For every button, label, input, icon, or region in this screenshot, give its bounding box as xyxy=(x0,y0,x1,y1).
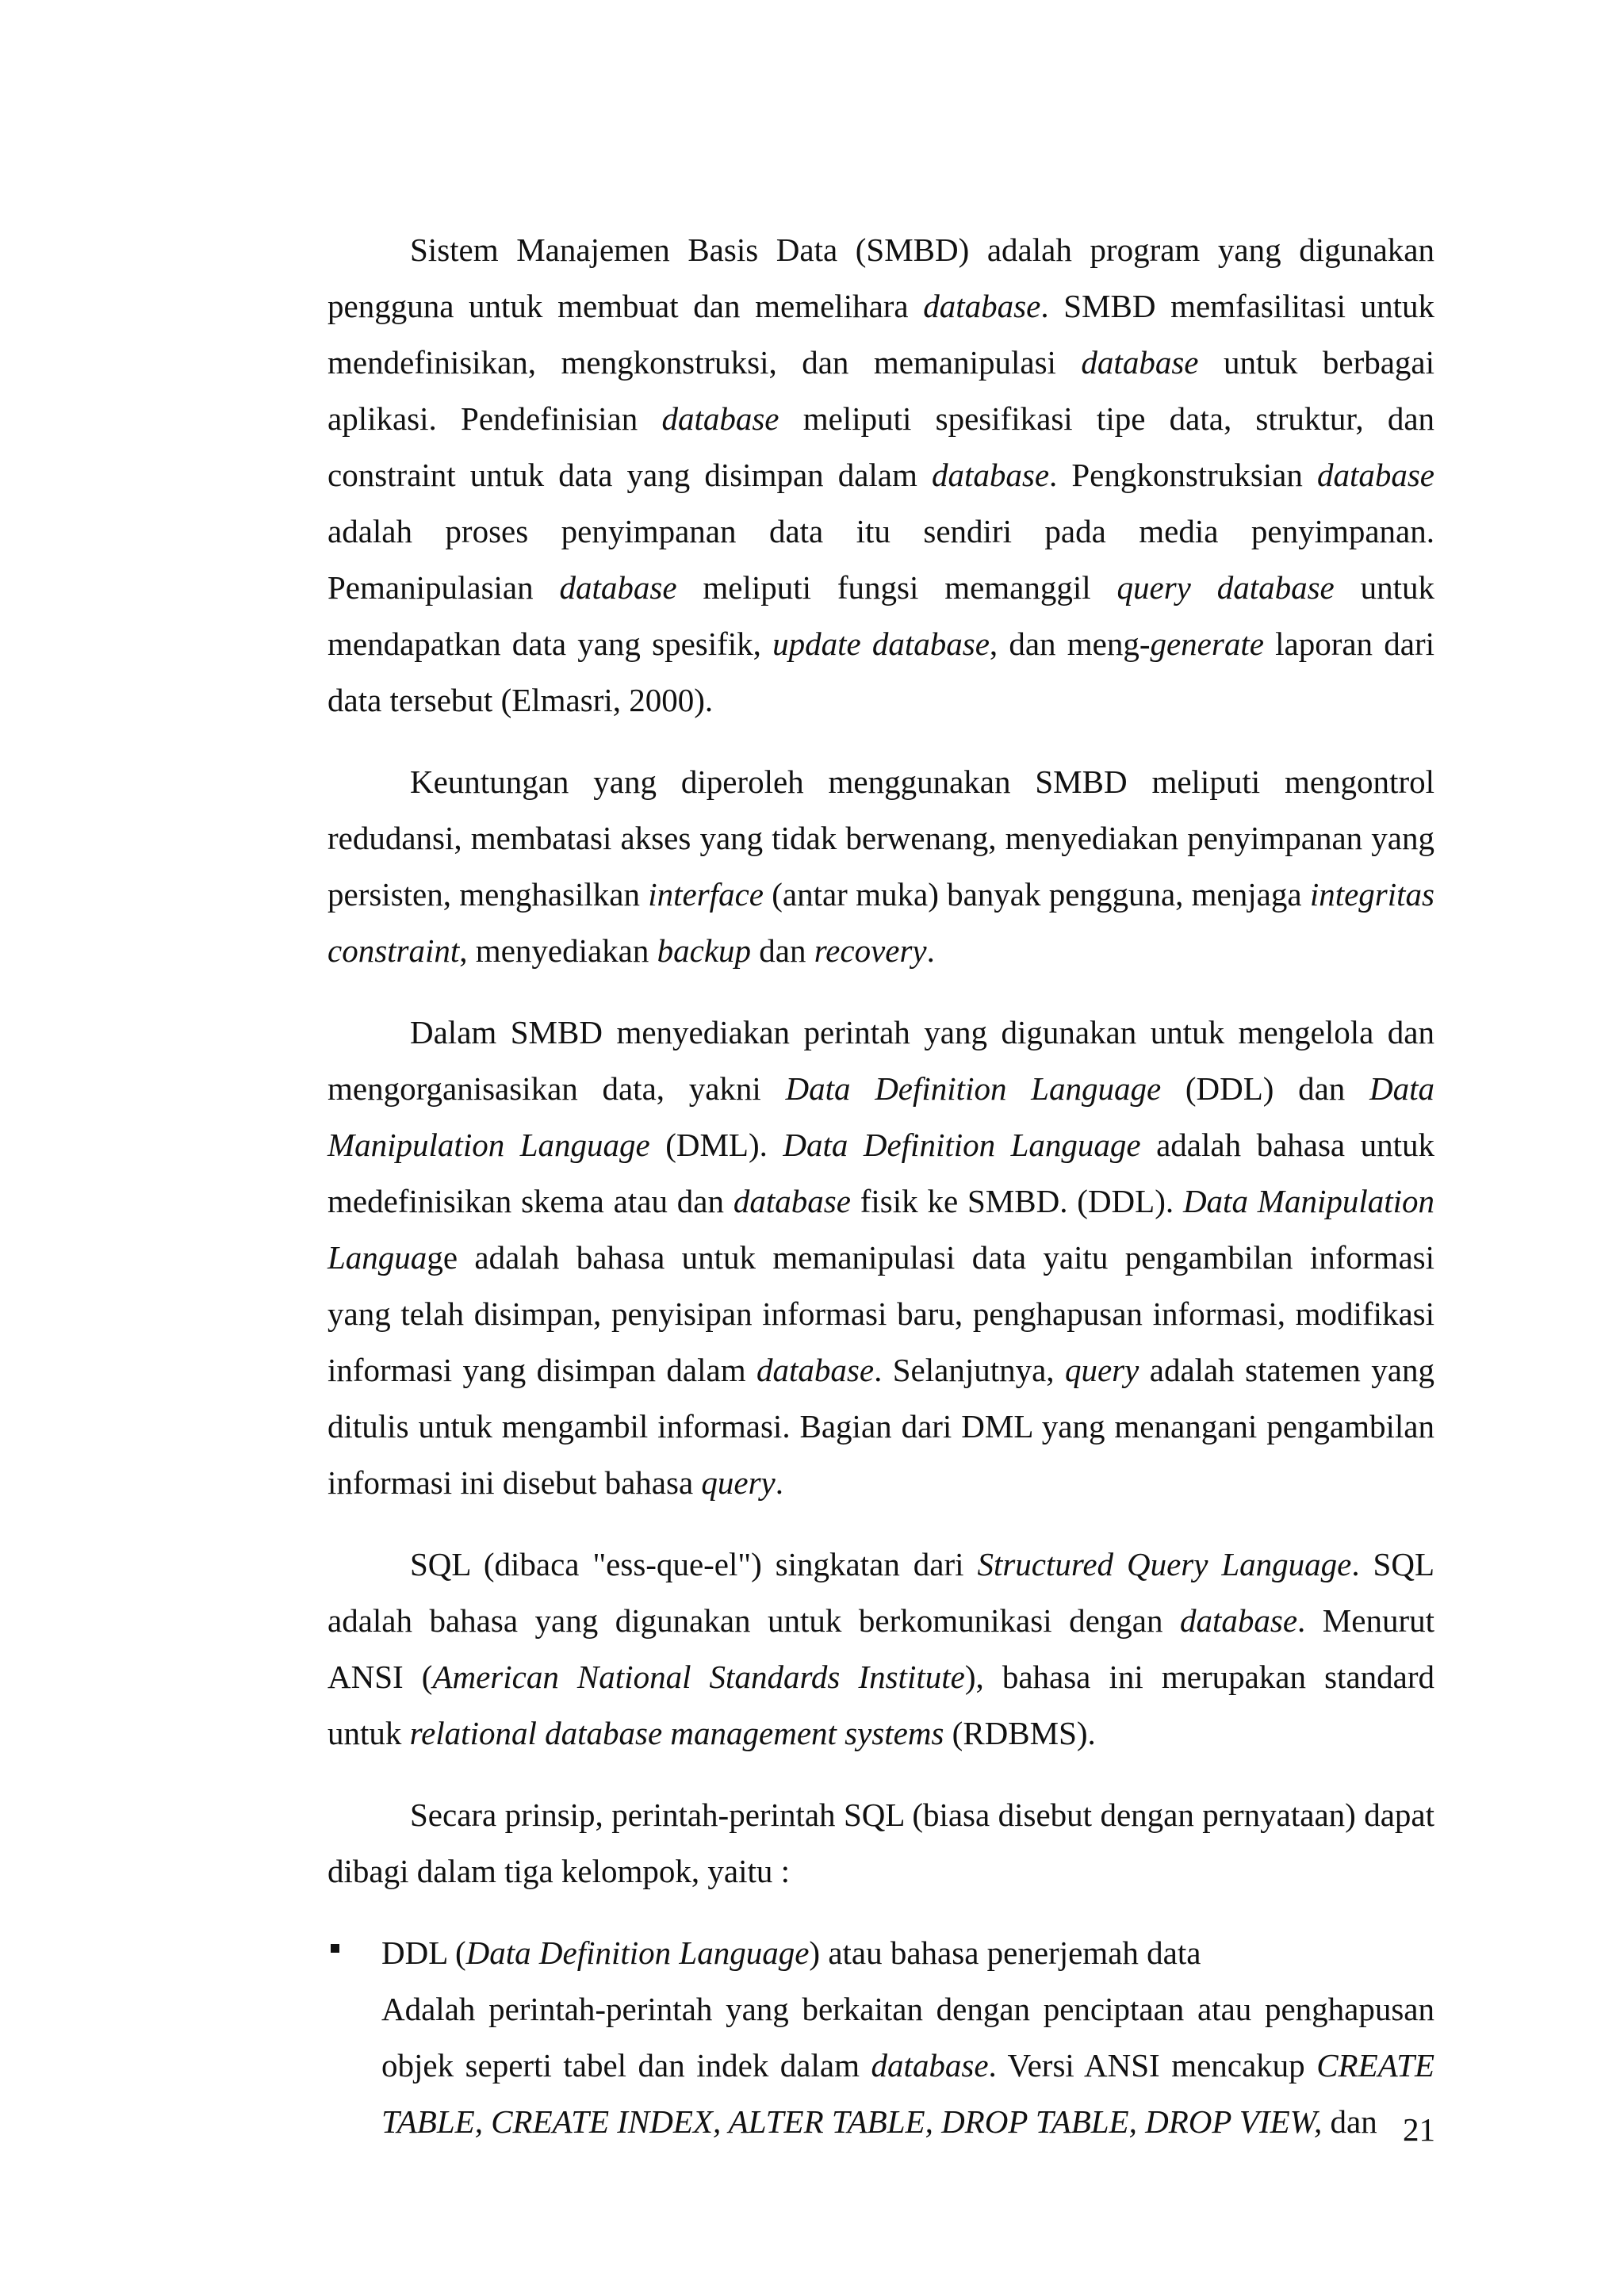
text-run: . SQL adalah bahasa yang digunakan untuk berkomunikasi dengan xyxy=(327,1546,1434,1639)
italic-text-run: query xyxy=(1064,1352,1139,1388)
text-run: . Menurut ANSI ( xyxy=(327,1602,1434,1695)
text-run: (DDL) dan xyxy=(1161,1070,1369,1107)
italic-text-run: integritas constraint xyxy=(327,876,1434,969)
italic-text-run: database xyxy=(923,288,1041,324)
italic-text-run: database xyxy=(733,1183,851,1219)
text-run: DDL ( xyxy=(381,1934,466,1971)
italic-text-run: relational database management systems xyxy=(409,1715,944,1751)
italic-text-run: Structured Query Language xyxy=(977,1546,1352,1582)
paragraph-smbd-definition xyxy=(327,222,1434,729)
italic-text-run: Data Definition Language xyxy=(783,1127,1141,1163)
italic-text-run: database xyxy=(661,400,779,437)
italic-text-run: query database xyxy=(1116,569,1335,606)
paragraph-sql-groups xyxy=(327,1787,1434,1900)
italic-text-run: database xyxy=(931,457,1050,493)
list-item-ddl-description xyxy=(381,1981,1434,2150)
italic-text-run: update database xyxy=(772,626,990,662)
italic-text-run: database xyxy=(559,569,677,606)
text-run: meliputi fungsi memanggil xyxy=(676,569,1117,606)
text-run: , menyediakan xyxy=(459,932,657,969)
italic-text-run: Data Manipulation Langua xyxy=(327,1183,1435,1276)
text-run: Keuntungan yang diperoleh menggunakan SMBD meliputi mengontrol redudansi, membatasi akses yang tidak berwenang, menyediakan penyimpanan yang persisten, menghasilkan xyxy=(327,763,1434,913)
text-run: (antar muka) banyak pengguna, menjaga xyxy=(763,876,1310,913)
italic-text-run: database xyxy=(1081,344,1199,381)
text-run: laporan dari data tersebut (Elmasri, 2000). xyxy=(327,626,1434,718)
italic-text-run: recovery xyxy=(814,932,927,969)
text-run: , dan meng- xyxy=(989,626,1151,662)
italic-text-run: Data Manipulation Language xyxy=(327,1070,1434,1163)
text-run: adalah bahasa untuk medefinisikan skema atau dan xyxy=(327,1127,1435,1219)
text-run: dan xyxy=(751,932,814,969)
text-run: Adalah perintah-perintah yang berkaitan dengan penciptaan atau penghapusan objek seperti tabel dan indek dalam xyxy=(381,1991,1434,2084)
italic-text-run: database xyxy=(1316,457,1434,493)
page-number: 21 xyxy=(1403,2111,1435,2148)
text-run: Dalam SMBD menyediakan perintah yang digunakan untuk mengelola dan mengorganisasikan data, yakni xyxy=(327,1014,1434,1107)
italic-text-run: backup xyxy=(657,932,752,969)
paragraph-smbd-benefits xyxy=(327,754,1434,979)
italic-text-run: database xyxy=(756,1352,875,1388)
text-run: SQL (dibaca "ess-que-el") singkatan dari xyxy=(410,1546,978,1582)
italic-text-run: American National Standards Institute xyxy=(432,1659,965,1695)
italic-text-run: interface xyxy=(648,876,764,913)
text-run: meliputi spesifikasi tipe data, struktur, dan constraint untuk data yang disimpan dalam xyxy=(327,400,1435,493)
text-run: ) atau bahasa penerjemah data xyxy=(809,1934,1201,1971)
text-run: . Versi ANSI mencakup xyxy=(988,2047,1317,2084)
text-run: Sistem Manajemen Basis Data (SMBD) adalah program yang digunakan pengguna untuk membuat dan memelihara xyxy=(327,232,1434,324)
italic-text-run: query xyxy=(701,1464,776,1501)
text-run: dan xyxy=(1322,2103,1377,2140)
text-run: adalah proses penyimpanan data itu sendiri pada media penyimpanan. Pemanipulasian xyxy=(327,513,1434,606)
text-run: . xyxy=(775,1464,784,1501)
text-run: ge adalah bahasa untuk memanipulasi data yaitu pengambilan informasi yang telah disimpan, penyisipan informasi baru, penghapusan informasi, modifikasi informasi yang disimpan dalam xyxy=(327,1239,1434,1388)
italic-text-run: Data Definition Language xyxy=(465,1934,810,1971)
paragraph-sql-definition xyxy=(327,1536,1434,1762)
body-text xyxy=(327,222,1434,2150)
text-run: . xyxy=(926,932,935,969)
text-run: adalah statemen yang ditulis untuk mengambil informasi. Bagian dari DML yang menangani pengambilan informasi ini disebut bahasa xyxy=(327,1352,1434,1501)
text-run: Secara prinsip, perintah-perintah SQL (biasa disebut dengan pernyataan) dapat dibagi dalam tiga kelompok, yaitu : xyxy=(327,1797,1434,1889)
italic-text-run: database xyxy=(1180,1602,1298,1639)
text-run: . SMBD memfasilitasi untuk mendefinisikan, mengkonstruksi, dan memanipulasi xyxy=(327,288,1435,381)
text-run: (RDBMS). xyxy=(944,1715,1096,1751)
text-run: untuk mendapatkan data yang spesifik, xyxy=(327,569,1434,662)
italic-text-run: generate xyxy=(1150,626,1264,662)
text-run: untuk berbagai aplikasi. Pendefinisian xyxy=(327,344,1435,437)
square-bullet-icon xyxy=(331,1944,339,1953)
text-run: fisik ke SMBD. (DDL). xyxy=(850,1183,1183,1219)
bullet-list xyxy=(327,1925,1434,2150)
text-run: . Pengkonstruksian xyxy=(1049,457,1317,493)
text-run: . Selanjutnya, xyxy=(874,1352,1065,1388)
text-run: (DML). xyxy=(649,1127,783,1163)
list-item-ddl-heading xyxy=(381,1925,1434,1981)
italic-text-run: database xyxy=(871,2047,989,2084)
italic-text-run: CREATE TABLE, CREATE INDEX, ALTER TABLE, DROP TABLE, DROP VIEW, xyxy=(381,2047,1434,2140)
paragraph-ddl-dml xyxy=(327,1004,1434,1511)
text-run: ), bahasa ini merupakan standard untuk xyxy=(327,1659,1434,1751)
italic-text-run: Data Definition Language xyxy=(785,1070,1162,1107)
